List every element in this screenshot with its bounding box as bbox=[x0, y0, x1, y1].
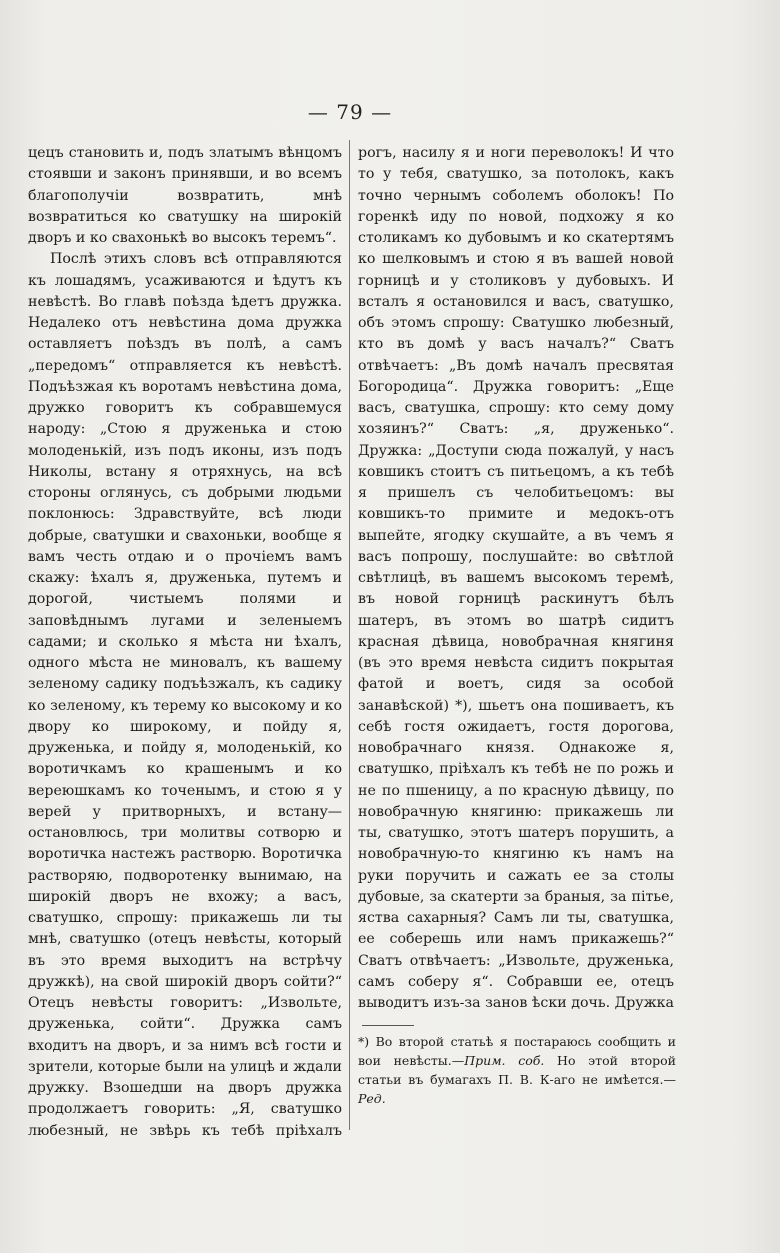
left-paragraph-1: цецъ становить и, подъ златымъ вѣнцомъ стоявши и законъ принявши, и во всемъ благополучіи возвратить, мнѣ возвратиться ко сватушку на широкій дворъ и ко свахонькѣ во высокъ теремъ“. bbox=[28, 145, 342, 246]
footnote-text-2: Но этой второй статьи въ бумагахъ П. В. К-аго не имѣется.— bbox=[358, 1053, 676, 1087]
right-paragraph-1: рогъ, насилу я и ноги переволокъ! И что то у тебя, сватушко, за потолокъ, какъ точно чернымъ соболемъ оболокъ! По горенкѣ иду по новой, подхожу я ко столикамъ ко дубовымъ и ко скатертямъ ко шелковымъ и стою я въ вашей новой горницѣ и у столиковъ у дубовыхъ. И всталъ я остановился и васъ, сватушко, объ этомъ спрошу: Сватушко любезный, кто въ домѣ у васъ началъ?“ Сватъ отвѣчаетъ: „Въ домѣ началъ пресвятая Богородица“. Дружка говоритъ: „Еще васъ, сватушка, спрошу: кто сему дому хозяинъ?“ Сватъ: „я, друженько“. Дружка: „Доступи сюда пожалуй, у насъ ковшикъ стоитъ съ питьецомъ, а къ тебѣ я пришелъ съ челобитьецомъ: вы ковшикъ-то примите и медокъ-отъ выпейте, ягодку скушайте, а въ чемъ я васъ попрошу, послушайте: во свѣтлой свѣтлицѣ, въ вашемъ высокомъ теремѣ, въ новой горницѣ раскинутъ бѣлъ шатеръ, въ этомъ во шатрѣ сидитъ красная дѣвица, новобрачная княгиня (въ это время невѣста сидитъ покрытая фатой и воетъ, сидя за особой занавѣской) *), шьетъ она пошиваетъ, къ себѣ гостя ожидаетъ, гостя дорогова, новобрачнаго князя. Однакоже я, сватушко, пріѣхалъ къ тебѣ не по рожь и не по пшеницу, а по красную дѣвицу, по новобрачную княгиню: прикажешь ли ты, сватушко, этотъ шатеръ порушить, а новобрачную-то княгиню къ намъ на руки поручить и сажать ее за столы дубовые, за скатерти за браныя, за пітье, яства сахарныя? Самъ ли ты, сватушка, ее соберешь или намъ прикажешь?“ Сватъ отвѣчаетъ: „Извольте, друженька, самъ соберу я“. Собравши ее, отецъ выводитъ изъ-за занов ѣски дочь. Дружка bbox=[358, 145, 674, 1011]
right-text-column bbox=[358, 143, 674, 1013]
footnote bbox=[358, 1032, 676, 1108]
left-text-column bbox=[28, 143, 342, 1143]
left-paragraph-2: Послѣ этихъ словъ всѣ отправляются къ лошадямъ, усаживаются и ѣдутъ къ невѣстѣ. Во главѣ поѣзда ѣдетъ дружка. Недалеко отъ невѣстина дома дружка оставляетъ поѣздъ въ полѣ, а самъ „передомъ“ отправляется къ невѣстѣ. Подъѣзжая къ воротамъ невѣстина дома, дружко говоритъ къ собравшемуся народу: „Стою я друженька и стою молоденькій, изъ подъ иконы, изъ подъ Николы, встану я отряхнусь, на всѣ стороны оглянусь, съ добрыми людьми поклонюсь: Здравствуйте, всѣ люди добрые, сватушки и свахоньки, вообще я вамъ честь отдаю и о прочіемъ вамъ скажу: ѣхалъ я, друженька, путемъ и дорогой, чистыемъ полями и заповѣднымъ лугами и зеленыемъ садами; и сколько я мѣста ни ѣхалъ, одного мѣста не миновалъ, къ вашему зеленому садику подъѣзжалъ, къ садику ко зеленому, къ терему ко высокому и ко двору ко широкому, и пойду я, друженька, и пойду я, молоденькій, ко воротичкамъ ко крашенымъ и ко вереюшкамъ ко точенымъ, и стою я у верей у притворныхъ, и встану—остановлюсь, три молитвы сотворю и воротичка настежъ растворю. Воротичка растворяю, подворотенку вынимаю, на широкій дворъ не вхожу; а васъ, сватушко, спрошу: прикажешь ли ты мнѣ, сватушко (отецъ невѣсты, который въ это время выходитъ на встрѣчу дружкѣ), на свой широкій дворъ сойти?“ Отецъ невѣсты говоритъ: „Извольте, друженька, сойти“. Дружка самъ входитъ на дворъ, и за нимъ всѣ гости и зрители, которые были на улицѣ и ждали дружку. Взошедши на дворъ дружка продолжаетъ говорить: „Я, сватушко любезный, не звѣрь къ тебѣ пріѣхалъ bbox=[28, 251, 342, 1139]
footnote-text-1: *) Во второй статьѣ я постараюсь сообщить и вои невѣсты.— bbox=[358, 1034, 676, 1068]
footnote-note-author: Прим. соб. bbox=[464, 1053, 545, 1068]
footnote-note-editor: Ред. bbox=[358, 1091, 386, 1106]
footnote-rule bbox=[362, 1025, 414, 1026]
page-number: — 79 — bbox=[307, 100, 393, 124]
column-divider bbox=[349, 140, 350, 1130]
